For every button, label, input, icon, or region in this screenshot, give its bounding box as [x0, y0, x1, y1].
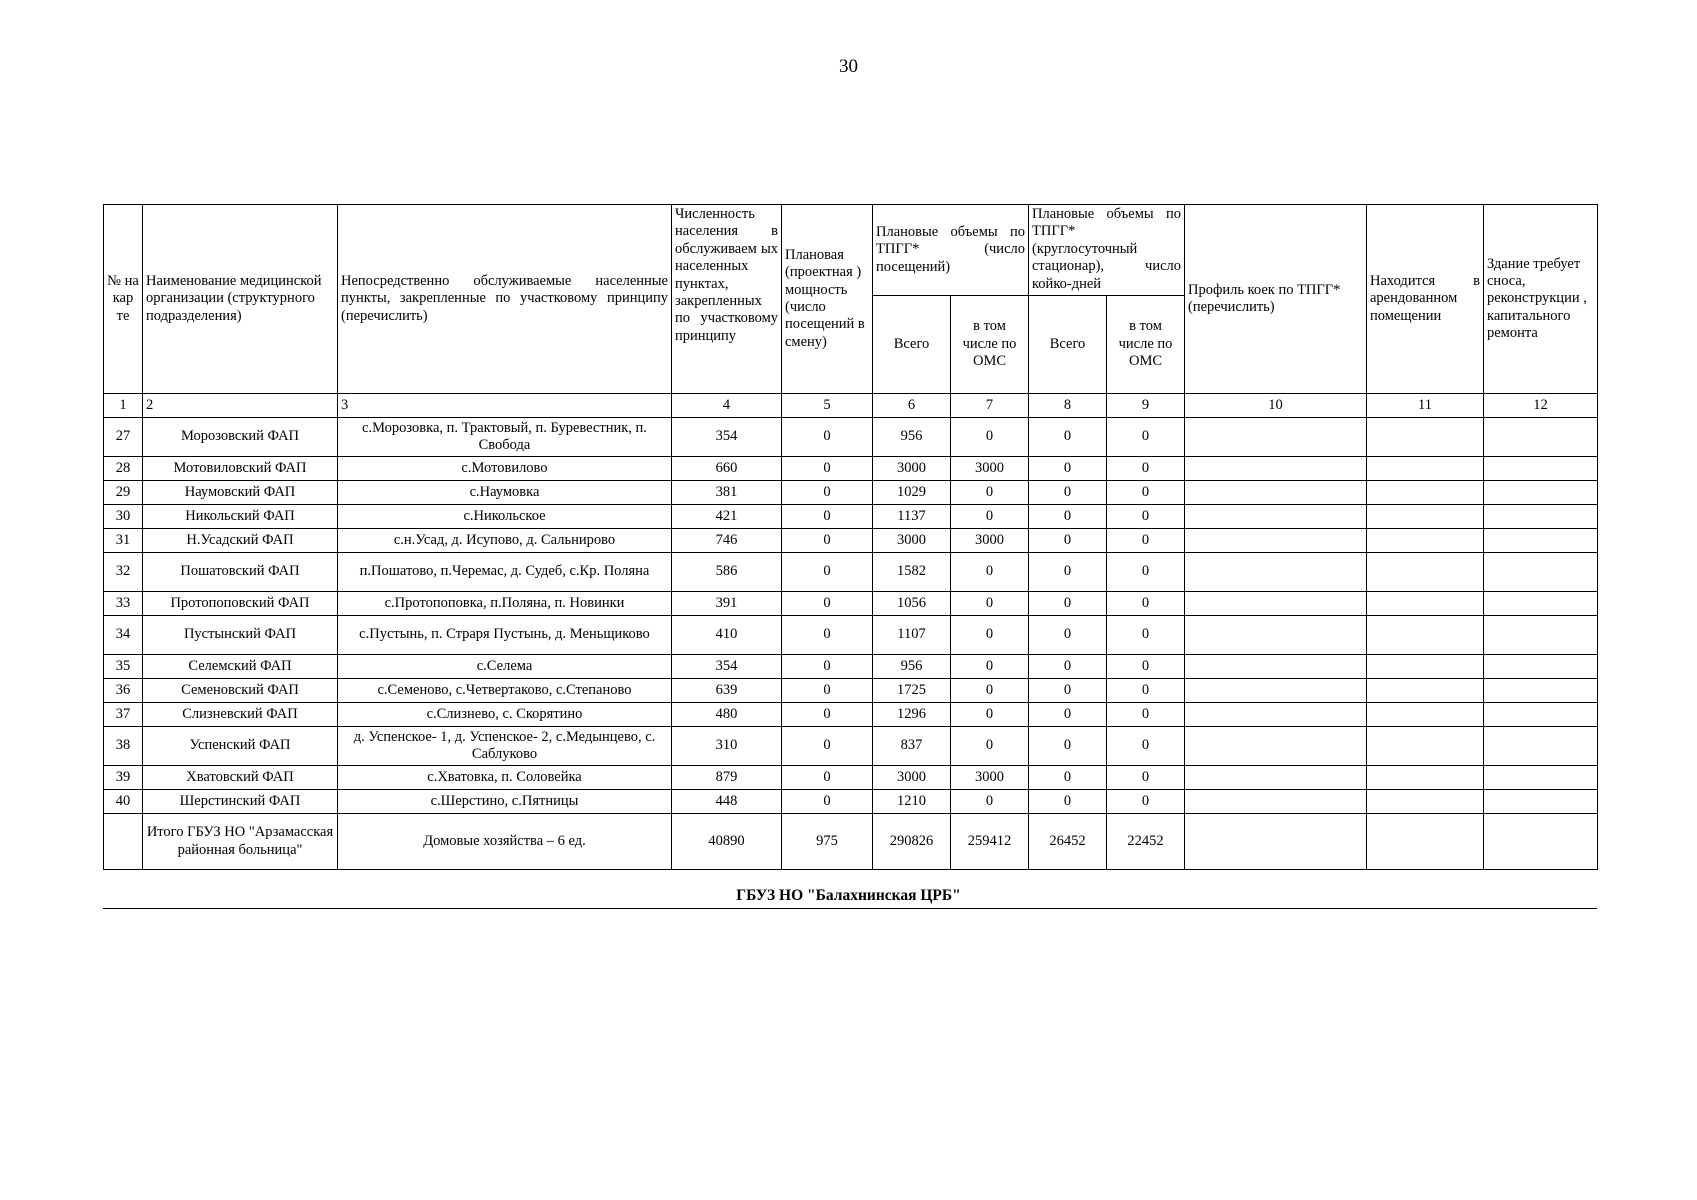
table-row: [104, 481, 1598, 505]
row-building: [1484, 679, 1598, 703]
row-number: 28: [104, 457, 143, 481]
header-capacity: Плановая (проектная ) мощность (число посещений в смену): [782, 205, 873, 394]
page-number: 30: [839, 56, 858, 77]
row-rented: [1367, 592, 1484, 616]
total-beds-total: 26452: [1029, 814, 1107, 870]
table-row: [104, 766, 1598, 790]
row-name: Пошатовский ФАП: [143, 553, 338, 592]
row-beds-total: 0: [1029, 505, 1107, 529]
row-name: Никольский ФАП: [143, 505, 338, 529]
row-visits-total: 1029: [873, 481, 951, 505]
table-row: [104, 703, 1598, 727]
table-row: [104, 616, 1598, 655]
row-rented: [1367, 655, 1484, 679]
row-population: 354: [672, 418, 782, 457]
header-building-condition: Здание требует сноса, реконструкции , капитального ремонта: [1484, 205, 1598, 394]
row-number: 29: [104, 481, 143, 505]
row-name: Морозовский ФАП: [143, 418, 338, 457]
column-number: 7: [951, 394, 1029, 418]
header-beds-total: Всего: [1029, 296, 1107, 394]
header-rented: Находится в арендованном помещении: [1367, 205, 1484, 394]
row-capacity: 0: [782, 457, 873, 481]
row-beds-oms: 0: [1107, 481, 1185, 505]
row-visits-oms: 3000: [951, 529, 1029, 553]
row-rented: [1367, 766, 1484, 790]
table-row: [104, 418, 1598, 457]
row-capacity: 0: [782, 703, 873, 727]
row-rented: [1367, 727, 1484, 766]
table-row: [104, 679, 1598, 703]
row-bed-profile: [1185, 703, 1367, 727]
row-bed-profile: [1185, 481, 1367, 505]
row-bed-profile: [1185, 592, 1367, 616]
row-visits-total: 1210: [873, 790, 951, 814]
row-visits-total: 3000: [873, 529, 951, 553]
row-places: с.Селема: [338, 655, 672, 679]
row-building: [1484, 457, 1598, 481]
row-visits-total: 1725: [873, 679, 951, 703]
row-visits-oms: 0: [951, 592, 1029, 616]
row-beds-oms: 0: [1107, 655, 1185, 679]
row-bed-profile: [1185, 616, 1367, 655]
row-bed-profile: [1185, 727, 1367, 766]
row-places: с.Мотовилово: [338, 457, 672, 481]
row-beds-oms: 0: [1107, 679, 1185, 703]
row-building: [1484, 553, 1598, 592]
row-number: 31: [104, 529, 143, 553]
row-bed-profile: [1185, 505, 1367, 529]
row-bed-profile: [1185, 766, 1367, 790]
total-name: Итого ГБУЗ НО "Арзамасская районная больница": [143, 814, 338, 870]
row-visits-total: 1107: [873, 616, 951, 655]
row-visits-oms: 0: [951, 679, 1029, 703]
row-places: с.Наумовка: [338, 481, 672, 505]
row-beds-oms: 0: [1107, 616, 1185, 655]
row-places: с.Семеново, с.Четвертаково, с.Степаново: [338, 679, 672, 703]
row-rented: [1367, 616, 1484, 655]
row-population: 421: [672, 505, 782, 529]
row-beds-total: 0: [1029, 418, 1107, 457]
row-capacity: 0: [782, 553, 873, 592]
facilities-table: [103, 204, 1598, 870]
row-places: с.Шерстино, с.Пятницы: [338, 790, 672, 814]
row-population: 310: [672, 727, 782, 766]
row-rented: [1367, 418, 1484, 457]
row-visits-total: 1582: [873, 553, 951, 592]
row-beds-total: 0: [1029, 655, 1107, 679]
row-beds-total: 0: [1029, 553, 1107, 592]
row-building: [1484, 790, 1598, 814]
row-name: Успенский ФАП: [143, 727, 338, 766]
row-capacity: 0: [782, 727, 873, 766]
row-rented: [1367, 679, 1484, 703]
row-capacity: 0: [782, 679, 873, 703]
row-rented: [1367, 703, 1484, 727]
header-visits-total: Всего: [873, 296, 951, 394]
row-rented: [1367, 790, 1484, 814]
table-row: [104, 457, 1598, 481]
row-beds-oms: 0: [1107, 529, 1185, 553]
row-name: Мотовиловский ФАП: [143, 457, 338, 481]
column-number: 10: [1185, 394, 1367, 418]
row-visits-total: 3000: [873, 457, 951, 481]
table-row: [104, 655, 1598, 679]
total-capacity: 975: [782, 814, 873, 870]
row-name: Н.Усадский ФАП: [143, 529, 338, 553]
total-visits-total: 290826: [873, 814, 951, 870]
row-beds-total: 0: [1029, 679, 1107, 703]
header-number: № на кар те: [104, 205, 143, 394]
header-organization: Наименование медицинской организации (структурного подразделения): [143, 205, 338, 394]
row-rented: [1367, 553, 1484, 592]
row-building: [1484, 481, 1598, 505]
row-population: 660: [672, 457, 782, 481]
row-beds-total: 0: [1029, 727, 1107, 766]
row-capacity: 0: [782, 790, 873, 814]
column-number: 5: [782, 394, 873, 418]
header-settlements: Непосредственно обслуживаемые населенные пункты, закрепленные по участковому принципу (перечислить): [338, 205, 672, 394]
row-bed-profile: [1185, 418, 1367, 457]
row-beds-total: 0: [1029, 592, 1107, 616]
row-places: с.Морозовка, п. Трактовый, п. Буревестник, п. Свобода: [338, 418, 672, 457]
table-row: [104, 790, 1598, 814]
row-visits-total: 956: [873, 418, 951, 457]
row-beds-oms: 0: [1107, 592, 1185, 616]
row-visits-total: 1137: [873, 505, 951, 529]
total-population: 40890: [672, 814, 782, 870]
row-visits-oms: 0: [951, 481, 1029, 505]
row-capacity: 0: [782, 616, 873, 655]
table-row: [104, 553, 1598, 592]
row-population: 354: [672, 655, 782, 679]
total-building: [1484, 814, 1598, 870]
total-number: [104, 814, 143, 870]
row-beds-oms: 0: [1107, 727, 1185, 766]
next-section-title: ГБУЗ НО "Балахнинская ЦРБ": [736, 887, 961, 904]
row-capacity: 0: [782, 481, 873, 505]
row-visits-oms: 0: [951, 553, 1029, 592]
total-row: [104, 814, 1598, 870]
section-divider: [103, 908, 1597, 909]
row-beds-total: 0: [1029, 790, 1107, 814]
row-building: [1484, 655, 1598, 679]
row-capacity: 0: [782, 529, 873, 553]
row-bed-profile: [1185, 679, 1367, 703]
row-name: Слизневский ФАП: [143, 703, 338, 727]
row-visits-total: 837: [873, 727, 951, 766]
row-beds-total: 0: [1029, 616, 1107, 655]
row-name: Шерстинский ФАП: [143, 790, 338, 814]
row-population: 391: [672, 592, 782, 616]
row-places: д. Успенское- 1, д. Успенское- 2, с.Медынцево, с. Саблуково: [338, 727, 672, 766]
row-building: [1484, 727, 1598, 766]
header-beds-oms: в том числе по ОМС: [1107, 296, 1185, 394]
row-number: 39: [104, 766, 143, 790]
row-bed-profile: [1185, 553, 1367, 592]
row-visits-total: 3000: [873, 766, 951, 790]
column-number: 11: [1367, 394, 1484, 418]
row-beds-total: 0: [1029, 766, 1107, 790]
row-visits-oms: 0: [951, 727, 1029, 766]
row-rented: [1367, 457, 1484, 481]
row-beds-oms: 0: [1107, 418, 1185, 457]
column-number: 4: [672, 394, 782, 418]
row-building: [1484, 529, 1598, 553]
row-visits-oms: 0: [951, 505, 1029, 529]
row-name: Селемский ФАП: [143, 655, 338, 679]
column-number: 9: [1107, 394, 1185, 418]
row-capacity: 0: [782, 505, 873, 529]
row-number: 36: [104, 679, 143, 703]
row-beds-total: 0: [1029, 703, 1107, 727]
row-places: п.Пошатово, п.Черемас, д. Судеб, с.Кр. Поляна: [338, 553, 672, 592]
row-number: 32: [104, 553, 143, 592]
row-number: 37: [104, 703, 143, 727]
table-row: [104, 592, 1598, 616]
row-visits-total: 1056: [873, 592, 951, 616]
column-number: 6: [873, 394, 951, 418]
row-building: [1484, 505, 1598, 529]
row-beds-oms: 0: [1107, 505, 1185, 529]
row-visits-total: 956: [873, 655, 951, 679]
row-bed-profile: [1185, 457, 1367, 481]
row-number: 30: [104, 505, 143, 529]
row-visits-oms: 0: [951, 418, 1029, 457]
row-visits-oms: 0: [951, 616, 1029, 655]
column-number: 1: [104, 394, 143, 418]
column-number: 12: [1484, 394, 1598, 418]
row-visits-oms: 0: [951, 655, 1029, 679]
row-population: 586: [672, 553, 782, 592]
header-planned-bed-days: Плановые объемы по ТПГГ* (круглосуточный стационар), число койко-дней: [1029, 205, 1185, 296]
row-places: с.Никольское: [338, 505, 672, 529]
row-capacity: 0: [782, 592, 873, 616]
row-places: с.Слизнево, с. Скорятино: [338, 703, 672, 727]
column-number: 8: [1029, 394, 1107, 418]
header-bed-profile: Профиль коек по ТПГГ* (перечислить): [1185, 205, 1367, 394]
total-rented: [1367, 814, 1484, 870]
header-planned-visits: Плановые объемы по ТПГГ* (число посещений): [873, 205, 1029, 296]
row-number: 38: [104, 727, 143, 766]
column-numbers-row: [104, 394, 1598, 418]
row-beds-oms: 0: [1107, 457, 1185, 481]
row-visits-oms: 3000: [951, 457, 1029, 481]
row-building: [1484, 616, 1598, 655]
row-population: 746: [672, 529, 782, 553]
table-row: [104, 529, 1598, 553]
row-bed-profile: [1185, 529, 1367, 553]
row-population: 480: [672, 703, 782, 727]
header-visits-oms: в том числе по ОМС: [951, 296, 1029, 394]
row-building: [1484, 592, 1598, 616]
row-building: [1484, 703, 1598, 727]
row-beds-oms: 0: [1107, 766, 1185, 790]
total-visits-oms: 259412: [951, 814, 1029, 870]
row-name: Протопоповский ФАП: [143, 592, 338, 616]
table-row: [104, 727, 1598, 766]
row-beds-oms: 0: [1107, 703, 1185, 727]
row-name: Хватовский ФАП: [143, 766, 338, 790]
row-visits-total: 1296: [873, 703, 951, 727]
row-beds-total: 0: [1029, 457, 1107, 481]
column-number: 2: [143, 394, 338, 418]
row-beds-total: 0: [1029, 529, 1107, 553]
row-population: 639: [672, 679, 782, 703]
column-number: 3: [338, 394, 672, 418]
total-places: Домовые хозяйства – 6 ед.: [338, 814, 672, 870]
row-population: 381: [672, 481, 782, 505]
row-beds-oms: 0: [1107, 790, 1185, 814]
row-places: с.Пустынь, п. Страря Пустынь, д. Меньщиково: [338, 616, 672, 655]
row-building: [1484, 418, 1598, 457]
row-rented: [1367, 481, 1484, 505]
row-places: с.Хватовка, п. Соловейка: [338, 766, 672, 790]
row-number: 34: [104, 616, 143, 655]
row-visits-oms: 3000: [951, 766, 1029, 790]
row-beds-oms: 0: [1107, 553, 1185, 592]
row-beds-total: 0: [1029, 481, 1107, 505]
row-population: 879: [672, 766, 782, 790]
row-population: 410: [672, 616, 782, 655]
row-visits-oms: 0: [951, 790, 1029, 814]
row-rented: [1367, 529, 1484, 553]
row-number: 35: [104, 655, 143, 679]
row-bed-profile: [1185, 790, 1367, 814]
row-capacity: 0: [782, 655, 873, 679]
total-beds-oms: 22452: [1107, 814, 1185, 870]
total-bed-profile: [1185, 814, 1367, 870]
row-bed-profile: [1185, 655, 1367, 679]
row-building: [1484, 766, 1598, 790]
row-number: 40: [104, 790, 143, 814]
row-number: 33: [104, 592, 143, 616]
row-rented: [1367, 505, 1484, 529]
row-name: Наумовский ФАП: [143, 481, 338, 505]
table-row: [104, 505, 1598, 529]
row-capacity: 0: [782, 418, 873, 457]
row-population: 448: [672, 790, 782, 814]
row-places: с.Протопоповка, п.Поляна, п. Новинки: [338, 592, 672, 616]
row-number: 27: [104, 418, 143, 457]
row-visits-oms: 0: [951, 703, 1029, 727]
header-population: Численность населения в обслуживаем ых населенных пунктах, закрепленных по участковому принципу: [672, 205, 782, 394]
row-name: Пустынский ФАП: [143, 616, 338, 655]
row-places: с.н.Усад, д. Исупово, д. Сальнирово: [338, 529, 672, 553]
row-name: Семеновский ФАП: [143, 679, 338, 703]
row-capacity: 0: [782, 766, 873, 790]
